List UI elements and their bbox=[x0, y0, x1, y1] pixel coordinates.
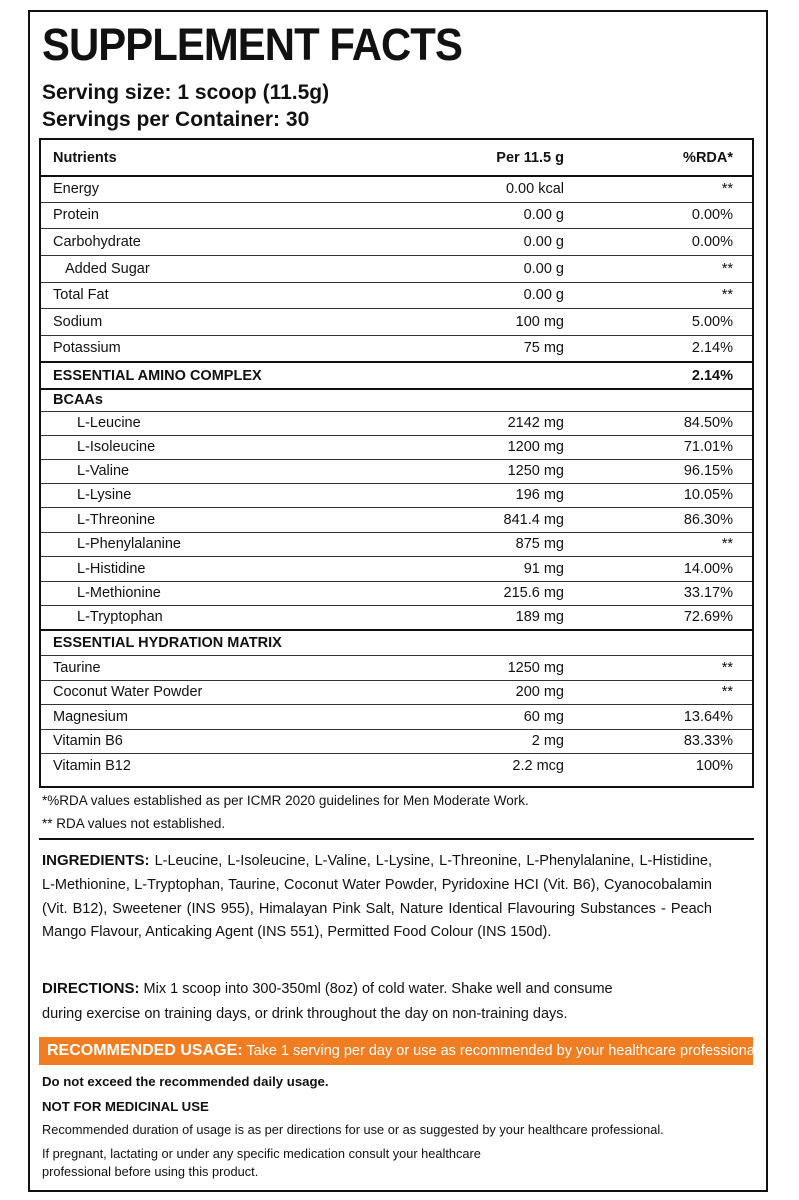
table-row: Coconut Water Powder 200 mg ** bbox=[53, 684, 733, 700]
table-row: L-Threonine 841.4 mg 86.30% bbox=[77, 511, 733, 528]
recommended-usage-text: Take 1 serving per day or use as recommended by your healthcare professional. bbox=[246, 1043, 763, 1059]
supplement-facts-table bbox=[39, 138, 754, 788]
serving-size: Serving size: 1 scoop (11.5g) bbox=[42, 81, 330, 104]
table-row: L-Histidine 91 mg 14.00% bbox=[77, 560, 733, 577]
do-not-exceed-warning: Do not exceed the recommended daily usage. bbox=[42, 1074, 329, 1089]
ingredients-text: L-Leucine, L-Isoleucine, L-Valine, L-Lysine, L-Threonine, L-Phenylalanine, L-Histidine, L-Methionine, L-Tryptophan, Taurine, Coconut Water Powder, Pyridoxine HCI (Vit. B6), Cyanocobalamin (Vit. B12), Sweetener (INS 955), Himalayan Pink Salt, Nature Identical Flavouring Substances - Peach Mango Flavour, Anticaking Agent (INS 551), Permitted Food Colour (INS 150d). bbox=[42, 853, 713, 941]
not-for-medicinal-use: NOT FOR MEDICINAL USE bbox=[42, 1099, 209, 1114]
table-row: Carbohydrate 0.00 g 0.00% bbox=[53, 233, 733, 250]
usage-duration-note: Recommended duration of usage is as per directions for use or as suggested by your healthcare professional. bbox=[42, 1122, 664, 1137]
table-row: L-Tryptophan 189 mg 72.69% bbox=[77, 609, 733, 625]
table-row: Energy 0.00 kcal ** bbox=[53, 181, 733, 197]
pregnancy-warning-line-1: If pregnant, lactating or under any specific medication consult your healthcare bbox=[42, 1146, 481, 1161]
section-bcaas: BCAAs bbox=[53, 392, 103, 408]
table-row: Taurine 1250 mg ** bbox=[53, 659, 733, 676]
section-essential-amino-complex: ESSENTIAL AMINO COMPLEX 2.14% bbox=[53, 367, 733, 384]
table-row: Total Fat 0.00 g ** bbox=[53, 287, 733, 303]
rda-footnote: *%RDA values established as per ICMR 2020 guidelines for Men Moderate Work. bbox=[42, 793, 529, 808]
page-title: SUPPLEMENT FACTS bbox=[42, 19, 462, 70]
rda-not-established-note: ** RDA values not established. bbox=[42, 816, 226, 831]
table-row: L-Leucine 2142 mg 84.50% bbox=[77, 415, 733, 431]
servings-per-container: Servings per Container: 30 bbox=[42, 108, 310, 131]
table-row: Added Sugar 0.00 g ** bbox=[65, 260, 733, 277]
table-row: Potassium 75 mg 2.14% bbox=[53, 340, 733, 356]
table-row: Vitamin B12 2.2 mcg 100% bbox=[53, 757, 733, 774]
table-row: L-Lysine 196 mg 10.05% bbox=[77, 487, 733, 503]
header-nutrients: Nutrients bbox=[53, 150, 117, 166]
directions-line-2: during exercise on training days, or drink throughout the day on non-training days. bbox=[42, 1006, 568, 1022]
pregnancy-warning-line-2: professional before using this product. bbox=[42, 1164, 259, 1179]
table-row: Magnesium 60 mg 13.64% bbox=[53, 708, 733, 725]
table-row: L-Phenylalanine 875 mg ** bbox=[77, 536, 733, 552]
directions bbox=[42, 976, 613, 1027]
divider bbox=[39, 838, 754, 840]
table-row: Protein 0.00 g 0.00% bbox=[53, 207, 733, 223]
header-rda: %RDA* bbox=[683, 150, 733, 166]
table-row: L-Methionine 215.6 mg 33.17% bbox=[77, 585, 733, 601]
directions-label: DIRECTIONS: bbox=[42, 980, 140, 997]
directions-line-1: Mix 1 scoop into 300-350ml (8oz) of cold water. Shake well and consume bbox=[143, 981, 613, 997]
table-header bbox=[41, 140, 752, 176]
table-row: Sodium 100 mg 5.00% bbox=[53, 313, 733, 330]
table-row: L-Valine 1250 mg 96.15% bbox=[77, 463, 733, 479]
header-amount: Per 11.5 g bbox=[496, 150, 564, 166]
section-essential-hydration-matrix: ESSENTIAL HYDRATION MATRIX bbox=[53, 634, 282, 651]
recommended-usage-label: RECOMMENDED USAGE: bbox=[47, 1042, 243, 1059]
ingredients bbox=[42, 849, 712, 945]
ingredients-label: INGREDIENTS: bbox=[42, 852, 150, 869]
table-row: Vitamin B6 2 mg 83.33% bbox=[53, 733, 733, 749]
table-row: L-Isoleucine 1200 mg 71.01% bbox=[77, 439, 733, 455]
recommended-usage-banner bbox=[39, 1037, 763, 1065]
